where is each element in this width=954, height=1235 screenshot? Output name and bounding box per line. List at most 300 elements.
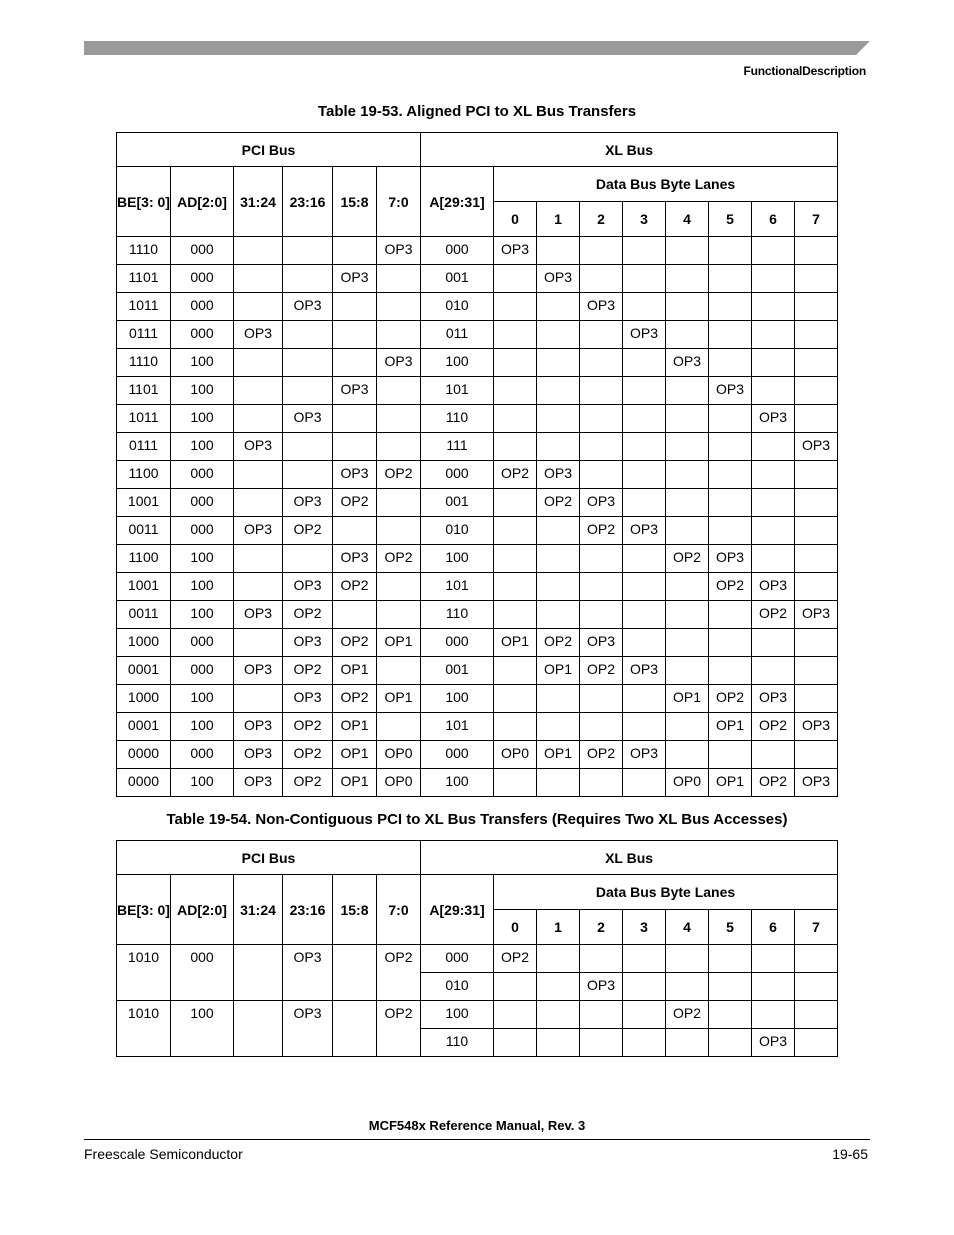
table-cell: OP2 bbox=[283, 517, 333, 545]
table-cell: OP0 bbox=[494, 741, 537, 769]
table-cell: OP1 bbox=[333, 769, 377, 797]
lane-6: 6 bbox=[752, 910, 795, 945]
table-cell: 000 bbox=[171, 293, 234, 321]
table-cell bbox=[666, 517, 709, 545]
table-cell: OP1 bbox=[333, 741, 377, 769]
manual-title: MCF548x Reference Manual, Rev. 3 bbox=[368, 1118, 586, 1133]
table-cell: OP2 bbox=[537, 629, 580, 657]
table-cell: 100 bbox=[171, 685, 234, 713]
table-cell bbox=[377, 601, 421, 629]
table-cell bbox=[623, 945, 666, 973]
table-cell: OP2 bbox=[494, 461, 537, 489]
table-cell: OP3 bbox=[283, 1001, 333, 1057]
table-cell: OP1 bbox=[333, 657, 377, 685]
table-cell bbox=[795, 1029, 838, 1057]
table-cell: OP0 bbox=[666, 769, 709, 797]
table-cell bbox=[537, 769, 580, 797]
table-cell: 100 bbox=[171, 545, 234, 573]
table-cell bbox=[709, 349, 752, 377]
table-cell bbox=[537, 349, 580, 377]
lane-3: 3 bbox=[623, 910, 666, 945]
table-cell: 000 bbox=[171, 461, 234, 489]
table-cell bbox=[709, 237, 752, 265]
table-cell bbox=[795, 685, 838, 713]
xl-bus-header: XL Bus bbox=[421, 133, 838, 167]
table-cell bbox=[234, 1001, 283, 1057]
table-cell: OP2 bbox=[494, 945, 537, 973]
lanes-header: Data Bus Byte Lanes bbox=[494, 167, 838, 202]
table-cell bbox=[580, 461, 623, 489]
table-cell: OP3 bbox=[494, 237, 537, 265]
table-cell: 1000 bbox=[117, 685, 171, 713]
table-row bbox=[117, 713, 838, 741]
table-cell: OP3 bbox=[283, 405, 333, 433]
table-cell: 1100 bbox=[117, 461, 171, 489]
table-cell bbox=[283, 349, 333, 377]
table-cell bbox=[283, 321, 333, 349]
table-cell bbox=[752, 461, 795, 489]
table-cell: OP3 bbox=[377, 349, 421, 377]
table-cell bbox=[580, 685, 623, 713]
table-cell bbox=[709, 945, 752, 973]
lane-5: 5 bbox=[709, 910, 752, 945]
table-cell: OP3 bbox=[752, 1029, 795, 1057]
table-cell: OP3 bbox=[752, 685, 795, 713]
table-cell bbox=[752, 321, 795, 349]
table-row bbox=[117, 685, 838, 713]
table-cell bbox=[666, 405, 709, 433]
table-cell bbox=[623, 573, 666, 601]
table-cell bbox=[623, 1029, 666, 1057]
table-cell: 0000 bbox=[117, 741, 171, 769]
table-cell: OP3 bbox=[234, 713, 283, 741]
table-cell bbox=[494, 713, 537, 741]
table-cell bbox=[283, 237, 333, 265]
table-cell bbox=[623, 433, 666, 461]
table-cell bbox=[494, 545, 537, 573]
table-cell bbox=[234, 489, 283, 517]
table-cell bbox=[666, 265, 709, 293]
table-cell: 000 bbox=[421, 629, 494, 657]
table-cell bbox=[795, 945, 838, 973]
table-cell bbox=[752, 489, 795, 517]
table-cell: OP2 bbox=[377, 1001, 421, 1057]
table-cell bbox=[283, 377, 333, 405]
table-body bbox=[117, 237, 838, 797]
table-cell bbox=[623, 377, 666, 405]
table-cell: 100 bbox=[171, 377, 234, 405]
table-cell bbox=[709, 973, 752, 1001]
table-cell: 000 bbox=[171, 741, 234, 769]
table-row bbox=[117, 461, 838, 489]
table-row bbox=[117, 945, 838, 973]
col-23-16: 23:16 bbox=[283, 167, 333, 237]
table-cell bbox=[537, 237, 580, 265]
table-cell: OP3 bbox=[580, 973, 623, 1001]
table-row bbox=[117, 293, 838, 321]
table-cell bbox=[377, 405, 421, 433]
table-cell bbox=[623, 349, 666, 377]
table-cell: OP1 bbox=[494, 629, 537, 657]
table-cell bbox=[580, 713, 623, 741]
table-cell: OP3 bbox=[333, 461, 377, 489]
table-cell: 001 bbox=[421, 657, 494, 685]
table-cell bbox=[494, 1001, 537, 1029]
table-cell bbox=[752, 945, 795, 973]
table-cell: OP2 bbox=[709, 685, 752, 713]
table-cell bbox=[494, 489, 537, 517]
table-cell: 000 bbox=[171, 945, 234, 1001]
table-cell bbox=[666, 377, 709, 405]
lane-1: 1 bbox=[537, 202, 580, 237]
table-cell bbox=[752, 293, 795, 321]
table-cell bbox=[623, 237, 666, 265]
table-cell: 000 bbox=[171, 489, 234, 517]
table-cell bbox=[666, 321, 709, 349]
table-cell bbox=[623, 405, 666, 433]
table-cell bbox=[623, 601, 666, 629]
table-cell bbox=[234, 265, 283, 293]
table-cell: 000 bbox=[171, 629, 234, 657]
table-cell: OP0 bbox=[377, 769, 421, 797]
table-cell: OP2 bbox=[283, 713, 333, 741]
table-cell bbox=[709, 489, 752, 517]
table-cell: 1010 bbox=[117, 1001, 171, 1057]
table-cell: 010 bbox=[421, 293, 494, 321]
table-cell bbox=[666, 237, 709, 265]
table-cell bbox=[752, 973, 795, 1001]
table-cell: 0111 bbox=[117, 321, 171, 349]
table-cell bbox=[623, 489, 666, 517]
table-cell: 100 bbox=[421, 349, 494, 377]
pci-bus-header: PCI Bus bbox=[117, 133, 421, 167]
table-cell bbox=[377, 433, 421, 461]
table-cell: OP2 bbox=[333, 489, 377, 517]
table-cell bbox=[494, 293, 537, 321]
table-cell: 1110 bbox=[117, 349, 171, 377]
table-cell: 1100 bbox=[117, 545, 171, 573]
table-cell bbox=[377, 377, 421, 405]
table-cell: OP3 bbox=[795, 433, 838, 461]
table-cell bbox=[795, 349, 838, 377]
table-cell bbox=[537, 713, 580, 741]
table-row bbox=[117, 349, 838, 377]
table-cell bbox=[752, 1001, 795, 1029]
table-cell bbox=[795, 237, 838, 265]
table-cell bbox=[494, 405, 537, 433]
table-cell: OP2 bbox=[333, 573, 377, 601]
table-cell: OP2 bbox=[283, 657, 333, 685]
table-cell bbox=[580, 377, 623, 405]
table-cell bbox=[283, 545, 333, 573]
table-cell: 1001 bbox=[117, 573, 171, 601]
table-cell bbox=[709, 517, 752, 545]
table-cell bbox=[752, 517, 795, 545]
table-cell: 010 bbox=[421, 517, 494, 545]
table-cell: OP2 bbox=[752, 601, 795, 629]
table-row bbox=[117, 433, 838, 461]
table-cell: OP2 bbox=[377, 945, 421, 1001]
table-cell bbox=[709, 1001, 752, 1029]
table-row bbox=[117, 601, 838, 629]
table-cell bbox=[709, 321, 752, 349]
table-cell bbox=[666, 489, 709, 517]
table-cell: 100 bbox=[171, 769, 234, 797]
table-cell: 0000 bbox=[117, 769, 171, 797]
table-cell: OP3 bbox=[537, 265, 580, 293]
table-cell bbox=[234, 629, 283, 657]
table-cell bbox=[537, 545, 580, 573]
table-cell bbox=[666, 461, 709, 489]
lane-7: 7 bbox=[795, 910, 838, 945]
table-cell bbox=[666, 433, 709, 461]
table-cell bbox=[623, 973, 666, 1001]
section-title: FunctionalDescription bbox=[743, 64, 866, 78]
table-cell: 0001 bbox=[117, 657, 171, 685]
table-cell bbox=[752, 629, 795, 657]
table-row bbox=[117, 517, 838, 545]
table-cell: 000 bbox=[171, 657, 234, 685]
table-cell bbox=[283, 265, 333, 293]
table-cell: 1010 bbox=[117, 945, 171, 1001]
table-cell bbox=[377, 321, 421, 349]
table-cell bbox=[580, 1029, 623, 1057]
table-cell bbox=[795, 629, 838, 657]
table-cell bbox=[234, 945, 283, 1001]
table-cell: 001 bbox=[421, 489, 494, 517]
table-cell: OP2 bbox=[752, 769, 795, 797]
table-row bbox=[117, 489, 838, 517]
table-cell bbox=[666, 741, 709, 769]
table-cell bbox=[537, 973, 580, 1001]
table-cell: 1110 bbox=[117, 237, 171, 265]
col-a29-31: A[29:31] bbox=[421, 167, 494, 237]
table-cell: OP3 bbox=[283, 489, 333, 517]
table-cell bbox=[537, 685, 580, 713]
table-cell: 0011 bbox=[117, 601, 171, 629]
table-cell: OP2 bbox=[283, 769, 333, 797]
table-cell: 000 bbox=[421, 461, 494, 489]
table-cell bbox=[752, 545, 795, 573]
col-a29-31: A[29:31] bbox=[421, 875, 494, 945]
table-cell bbox=[666, 973, 709, 1001]
table-cell: 001 bbox=[421, 265, 494, 293]
col-15-8: 15:8 bbox=[333, 167, 377, 237]
table-cell bbox=[580, 545, 623, 573]
table-cell bbox=[580, 405, 623, 433]
table-cell bbox=[377, 265, 421, 293]
table-cell bbox=[333, 405, 377, 433]
table-cell bbox=[795, 657, 838, 685]
table-cell bbox=[752, 741, 795, 769]
table-cell bbox=[494, 321, 537, 349]
table-cell: OP3 bbox=[234, 601, 283, 629]
table-cell bbox=[580, 573, 623, 601]
table-cell bbox=[494, 433, 537, 461]
table-cell bbox=[494, 349, 537, 377]
table-cell bbox=[795, 517, 838, 545]
table-row bbox=[117, 741, 838, 769]
col-31-24: 31:24 bbox=[234, 875, 283, 945]
pci-bus-header: PCI Bus bbox=[117, 841, 421, 875]
table-cell: OP3 bbox=[283, 573, 333, 601]
table-cell: OP3 bbox=[580, 489, 623, 517]
table-cell bbox=[234, 461, 283, 489]
table-cell: 0001 bbox=[117, 713, 171, 741]
table-cell: 1000 bbox=[117, 629, 171, 657]
table-cell bbox=[333, 349, 377, 377]
table-cell bbox=[234, 573, 283, 601]
table-cell: OP3 bbox=[795, 713, 838, 741]
table-19-53-caption: Table 19-53. Aligned PCI to XL Bus Transfers bbox=[317, 103, 637, 120]
table-cell bbox=[795, 1001, 838, 1029]
table-cell: OP3 bbox=[333, 377, 377, 405]
table-cell: OP2 bbox=[377, 545, 421, 573]
lanes-header: Data Bus Byte Lanes bbox=[494, 875, 838, 910]
table-cell bbox=[580, 237, 623, 265]
table-cell: 110 bbox=[421, 1029, 494, 1057]
table-cell: OP1 bbox=[333, 713, 377, 741]
table-cell bbox=[709, 741, 752, 769]
table-cell bbox=[666, 713, 709, 741]
lane-3: 3 bbox=[623, 202, 666, 237]
table-cell: OP2 bbox=[333, 685, 377, 713]
table-cell bbox=[623, 545, 666, 573]
table-row bbox=[117, 265, 838, 293]
table-cell: 000 bbox=[171, 265, 234, 293]
table-cell bbox=[494, 377, 537, 405]
table-cell: OP2 bbox=[377, 461, 421, 489]
table-cell: 100 bbox=[171, 405, 234, 433]
table-cell bbox=[795, 461, 838, 489]
table-cell bbox=[333, 517, 377, 545]
table-cell: OP3 bbox=[752, 405, 795, 433]
table-cell bbox=[580, 265, 623, 293]
xl-bus-header: XL Bus bbox=[421, 841, 838, 875]
table-cell: OP2 bbox=[752, 713, 795, 741]
table-cell bbox=[377, 293, 421, 321]
aligned-transfers-table bbox=[116, 132, 838, 797]
table-cell bbox=[709, 601, 752, 629]
table-cell bbox=[494, 685, 537, 713]
table-cell bbox=[580, 601, 623, 629]
table-cell bbox=[333, 293, 377, 321]
col-7-0: 7:0 bbox=[377, 167, 421, 237]
table-cell bbox=[333, 1001, 377, 1057]
table-cell: 000 bbox=[171, 517, 234, 545]
table-cell bbox=[494, 517, 537, 545]
table-cell bbox=[537, 433, 580, 461]
table-cell bbox=[795, 377, 838, 405]
table-cell bbox=[623, 265, 666, 293]
table-cell bbox=[795, 973, 838, 1001]
table-row bbox=[117, 377, 838, 405]
table-cell bbox=[752, 377, 795, 405]
col-23-16: 23:16 bbox=[283, 875, 333, 945]
table-row bbox=[117, 1001, 838, 1029]
table-cell bbox=[537, 601, 580, 629]
table-cell bbox=[377, 657, 421, 685]
table-cell: OP3 bbox=[234, 517, 283, 545]
table-cell: OP2 bbox=[333, 629, 377, 657]
table-cell bbox=[377, 713, 421, 741]
col-7-0: 7:0 bbox=[377, 875, 421, 945]
table-cell: OP3 bbox=[377, 237, 421, 265]
table-cell bbox=[752, 265, 795, 293]
table-cell: 110 bbox=[421, 601, 494, 629]
table-cell bbox=[234, 545, 283, 573]
table-cell: 1101 bbox=[117, 265, 171, 293]
lane-0: 0 bbox=[494, 202, 537, 237]
table-cell bbox=[234, 293, 283, 321]
table-cell: OP3 bbox=[234, 741, 283, 769]
table-row bbox=[117, 629, 838, 657]
table-cell: 101 bbox=[421, 713, 494, 741]
table-cell bbox=[377, 489, 421, 517]
table-cell: 100 bbox=[171, 349, 234, 377]
table-cell bbox=[795, 321, 838, 349]
col-15-8: 15:8 bbox=[333, 875, 377, 945]
table-cell: 100 bbox=[171, 573, 234, 601]
table-cell bbox=[623, 685, 666, 713]
table-cell: OP3 bbox=[795, 601, 838, 629]
table-cell: 111 bbox=[421, 433, 494, 461]
table-cell: OP2 bbox=[580, 657, 623, 685]
table-cell: 100 bbox=[171, 433, 234, 461]
non-contiguous-transfers-table bbox=[116, 840, 838, 1057]
table-cell: 0011 bbox=[117, 517, 171, 545]
table-cell bbox=[709, 1029, 752, 1057]
table-row bbox=[117, 545, 838, 573]
table-cell: OP0 bbox=[377, 741, 421, 769]
table-cell bbox=[709, 405, 752, 433]
table-cell: OP2 bbox=[709, 573, 752, 601]
table-cell bbox=[795, 293, 838, 321]
table-cell bbox=[537, 293, 580, 321]
table-cell bbox=[666, 657, 709, 685]
table-row bbox=[117, 573, 838, 601]
table-cell bbox=[752, 237, 795, 265]
table-cell bbox=[795, 573, 838, 601]
table-cell bbox=[494, 973, 537, 1001]
table-cell: 110 bbox=[421, 405, 494, 433]
table-cell: OP1 bbox=[709, 769, 752, 797]
table-cell: 100 bbox=[171, 1001, 234, 1057]
table-cell bbox=[709, 657, 752, 685]
table-cell bbox=[537, 321, 580, 349]
table-cell: 000 bbox=[421, 945, 494, 973]
table-cell bbox=[537, 405, 580, 433]
table-cell bbox=[795, 741, 838, 769]
table-cell bbox=[709, 433, 752, 461]
table-cell bbox=[234, 377, 283, 405]
table-cell bbox=[580, 945, 623, 973]
lane-2: 2 bbox=[580, 910, 623, 945]
table-cell: OP3 bbox=[666, 349, 709, 377]
table-cell bbox=[234, 685, 283, 713]
lane-0: 0 bbox=[494, 910, 537, 945]
table-cell: OP3 bbox=[283, 629, 333, 657]
table-cell: OP3 bbox=[234, 433, 283, 461]
table-cell: OP1 bbox=[537, 657, 580, 685]
table-cell bbox=[333, 237, 377, 265]
table-cell: 101 bbox=[421, 377, 494, 405]
col-be: BE[3: 0] bbox=[117, 875, 171, 945]
table-cell bbox=[537, 1029, 580, 1057]
table-cell bbox=[709, 293, 752, 321]
table-cell bbox=[537, 517, 580, 545]
table-cell bbox=[377, 517, 421, 545]
